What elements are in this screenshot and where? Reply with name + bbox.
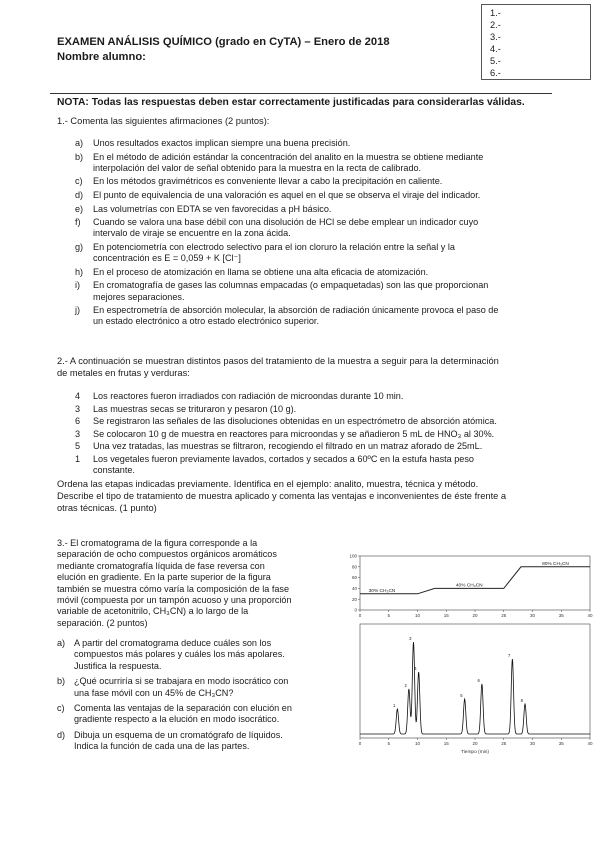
q3-question-line: A partir del cromatograma deduce cuáles son los — [74, 638, 272, 648]
gradient-x-tick-label: 20 — [472, 613, 478, 618]
chromatogram-x-tick-label: 35 — [558, 741, 564, 746]
gradient-y-tick-label: 60 — [351, 575, 357, 581]
q3-question-text — [74, 638, 336, 672]
q2-closing — [57, 478, 555, 514]
q1-statement-text — [93, 305, 498, 327]
q3-question-line: compuestos más polares y cuáles los más apolares. — [74, 649, 285, 660]
q3-question-line: Dibuja un esquema de un cromatógrafo de líquidos. — [74, 729, 283, 740]
q1-statement-line: Cuando se valora una base débil con una disolución de HCl se debe emplear un indicador cuyo — [93, 217, 479, 228]
q2-closing-line-1: Ordena las etapas indicadas previamente. Identifica en el ejemplo: analito, muestra, técnica y método. — [57, 479, 479, 489]
gradient-label: 30% CH₃CN — [368, 588, 396, 594]
peak-label: 3 — [409, 636, 412, 641]
peak-label: 1 — [393, 703, 396, 708]
student-name-label: Nombre alumno: — [57, 51, 146, 63]
q2-step-text — [93, 416, 497, 427]
gradient-y-tick-label: 0 — [354, 607, 357, 613]
q2-step-line: Los reactores fueron irradiados con radiación de microondas durante 10 min. — [93, 391, 404, 401]
q1-statement-line: Unos resultados exactos implican siempre una buena precisión. — [93, 138, 351, 148]
q1-statement-line: Las volumetrías con EDTA se ven favorecidas a pH básico. — [93, 203, 332, 214]
q1-statement-line: En potenciometría con electrodo selectivo para el ion cloruro la relación entre la señal y la — [93, 242, 455, 252]
q1-statement-label: c) — [75, 176, 83, 187]
q2-step-label: 6 — [75, 416, 81, 426]
q1-statement-line: En espectrometría de absorción molecular, la absorción de radiación únicamente provoca el paso de — [93, 305, 499, 316]
q3-question-line: ¿Qué ocurriría si se trabajara en modo isocrático con — [74, 676, 289, 687]
q2-step-text — [93, 429, 494, 440]
q1-statement-line: intervalo de viraje se encuentre en la zona ácida. — [93, 228, 291, 239]
q1-statement-line: El punto de equivalencia de una valoración es aquel en el que se observa el viraje del indicador. — [93, 190, 481, 200]
chromatogram-x-tick-label: 5 — [387, 741, 391, 746]
header-rule — [50, 93, 552, 94]
q3-question-line: Indica la función de cada una de las partes. — [74, 741, 250, 752]
q2-step-line: constante. — [93, 464, 135, 475]
gradient-x-tick-label: 40 — [587, 613, 593, 618]
chromatogram-x-tick-label: 25 — [501, 741, 507, 746]
q2-heading-line-1: 2.- A continuación se muestran distintos pasos del tratamiento de la muestra a seguir para la determinación — [57, 356, 499, 366]
q3-intro-line: separación de ocho compuestos orgánicos aromáticos — [57, 549, 277, 560]
gradient-x-tick-label: 30 — [529, 613, 536, 618]
gradient-label: 80% CH₃CN — [542, 561, 569, 567]
gradient-label: 40% CH₃CN — [455, 583, 483, 589]
q3-question-label: a) — [57, 638, 66, 648]
peak-label: 5 — [460, 693, 463, 698]
chromatogram-x-axis-label: Tiempo (min) — [460, 750, 490, 755]
score-line-2: 2.- — [490, 20, 501, 30]
q2-heading-line-2: de metales en frutas y verduras: — [57, 368, 190, 378]
exam-title: EXAMEN ANÁLISIS QUÍMICO (grado en CyTA) – Enero de 2018 — [57, 36, 390, 48]
peak-label: 2 — [404, 683, 407, 688]
q1-statement-label: e) — [75, 203, 84, 214]
q3-intro-line: mediante cromatografía líquida de fase reversa con — [57, 560, 265, 571]
chromatogram-x-tick-label: 30 — [529, 741, 536, 746]
q3-question-text — [74, 676, 336, 699]
q3-question-label: c) — [57, 703, 65, 713]
gradient-y-tick-label: 40 — [351, 586, 357, 591]
q3-intro-line: separación. (2 puntos) — [57, 617, 148, 628]
peak-label: 4 — [414, 666, 417, 671]
q1-statement-line: En cromatografía de gases las columnas empacadas (o empaquetadas) son las que proporcionan — [93, 280, 489, 291]
q1-statement-text — [93, 280, 488, 302]
q3-question-line: gradiente respecto a la elución en modo isocrático. — [74, 714, 280, 725]
q1-statement-label: d) — [75, 190, 84, 200]
q1-statement-line: En el método de adición estándar la concentración del analito en la muestra se obtiene mediante — [93, 151, 484, 162]
q1-statement-line: interpolación del valor de señal obtenido para la muestra en la recta de calibrado. — [93, 162, 422, 173]
gradient-x-tick-label: 10 — [414, 613, 421, 618]
q1-statement-label: f) — [75, 217, 81, 228]
q3-question-text — [74, 730, 336, 753]
q2-step-line: Se registraron las señales de las disoluciones obtenidas en un espectrómetro de absorción atómica. — [93, 416, 497, 426]
q2-step-label: 1 — [75, 453, 81, 464]
q3-intro-line: variable de acetonitrilo, CH₃CN) a lo largo de la — [57, 606, 249, 617]
q1-statement-line: un estado electrónico a otro estado electrónico superior. — [93, 316, 319, 327]
q2-step-label: 3 — [75, 428, 81, 439]
gradient-x-tick-label: 25 — [501, 613, 507, 618]
peak-label: 8 — [520, 698, 524, 703]
q3-intro — [57, 538, 335, 629]
q2-step-text — [93, 391, 403, 402]
q3-intro-line: móvil (compuesta por un tampón acuoso y una proporción — [57, 595, 292, 606]
q1-statement-text — [93, 152, 483, 174]
q2-step-line: Las muestras secas se trituraron y pesaron (10 g). — [93, 403, 297, 414]
q3-question-line: una fase móvil con un 45% de CH₃CN? — [74, 687, 234, 698]
peak-label: 7 — [508, 653, 511, 658]
score-line-1: 1.- — [490, 8, 501, 18]
q2-step-label: 3 — [75, 403, 81, 414]
q2-step-text — [93, 404, 296, 415]
score-line-4: 4.- — [490, 44, 501, 54]
chromatogram-x-tick-label: 40 — [587, 741, 593, 746]
q1-statement-text — [93, 190, 480, 201]
q3-intro-line: también se muestra cómo varía la composición de la fase — [57, 583, 290, 594]
score-line-5: 5.- — [490, 56, 501, 66]
q1-statement-text — [93, 138, 350, 149]
gradient-x-tick-label: 5 — [387, 613, 391, 618]
chromatogram-x-tick-label: 10 — [414, 741, 421, 746]
q2-step-label: 4 — [75, 391, 81, 401]
chromatogram-frame — [360, 624, 590, 738]
q1-statement-text — [93, 204, 331, 215]
q3-question-text — [74, 703, 336, 726]
q1-statement-line: En el proceso de atomización en llama se obtiene una alta eficacia de atomización. — [93, 266, 429, 277]
q1-statement-text — [93, 176, 442, 187]
q2-step-label: 5 — [75, 441, 81, 451]
q2-step-text — [93, 441, 482, 452]
q2-heading — [57, 355, 555, 379]
peak-label: 6 — [477, 678, 480, 683]
gradient-x-tick-label: 35 — [558, 613, 564, 618]
q1-statement-label: i) — [75, 280, 81, 291]
q1-statement-line: En los métodos gravimétricos es conveniente llevar a cabo la precipitación en caliente. — [93, 176, 443, 187]
chromatogram-x-tick-label: 20 — [472, 741, 478, 746]
chromatogram-x-tick-label: 15 — [443, 741, 449, 746]
q3-intro-line: elución en gradiente. En la parte superior de la figura — [57, 572, 271, 583]
q1-statement-label: h) — [75, 266, 84, 277]
gradient-panel — [349, 554, 593, 618]
q2-closing-line-3: otras técnicas. (1 punto) — [57, 503, 157, 513]
q3-question-line: Justifica la respuesta. — [74, 660, 162, 671]
chromatogram-panel — [359, 624, 593, 755]
q3-question-label: b) — [57, 676, 66, 687]
gradient-x-tick-label: 0 — [358, 613, 362, 618]
score-line-3: 3.- — [490, 32, 501, 42]
q2-step-line: Los vegetales fueron previamente lavados, cortados y secados a 60ºC en la estufa hasta peso — [93, 453, 474, 464]
q2-step-line: Se colocaron 10 g de muestra en reactores para microondas y se añadieron 5 mL de HNO₃ al 30%. — [93, 428, 495, 439]
q1-statement-line: concentración es E = 0,059 + K [Cl⁻] — [93, 253, 241, 264]
q1-statement-label: g) — [75, 242, 84, 252]
chromatogram-x-tick-label: 0 — [358, 741, 362, 746]
q1-statement-label: a) — [75, 138, 84, 148]
chromatogram-figure — [340, 548, 595, 770]
gradient-x-tick-label: 15 — [443, 613, 449, 618]
q1-statement-label: j) — [75, 305, 81, 316]
q2-closing-line-2: Describe el tipo de tratamiento de muestra aplicado y comenta las ventajas e inconvenientes de éste frente a — [57, 491, 507, 501]
q1-statement-label: b) — [75, 151, 84, 162]
q1-heading: 1.- Comenta las siguientes afirmaciones (2 puntos): — [57, 116, 270, 126]
gradient-y-tick-label: 20 — [351, 596, 357, 602]
q3-intro-line: 3.- El cromatograma de la figura corresponde a la — [57, 538, 258, 548]
q3-question-label: d) — [57, 729, 66, 740]
q1-statement-text — [93, 217, 478, 239]
gradient-y-tick-label: 80 — [351, 564, 357, 570]
nota-text: NOTA: Todas las respuestas deben estar correctamente justificadas para considerarlas válidas. — [57, 97, 525, 108]
q1-statement-line: mejores separaciones. — [93, 291, 185, 302]
q2-step-text — [93, 454, 474, 476]
q1-statement-text — [93, 267, 428, 278]
gradient-y-tick-label: 100 — [349, 553, 357, 559]
q1-statement-text — [93, 242, 455, 264]
q2-step-line: Una vez tratadas, las muestras se filtraron, recogiendo el filtrado en un matraz aforado de 25mL. — [93, 441, 483, 451]
chromatogram-trace — [360, 642, 590, 734]
score-line-6: 6.- — [490, 68, 501, 78]
score-box — [481, 4, 591, 80]
q3-question-line: Comenta las ventajas de la separación con elución en — [74, 703, 292, 713]
